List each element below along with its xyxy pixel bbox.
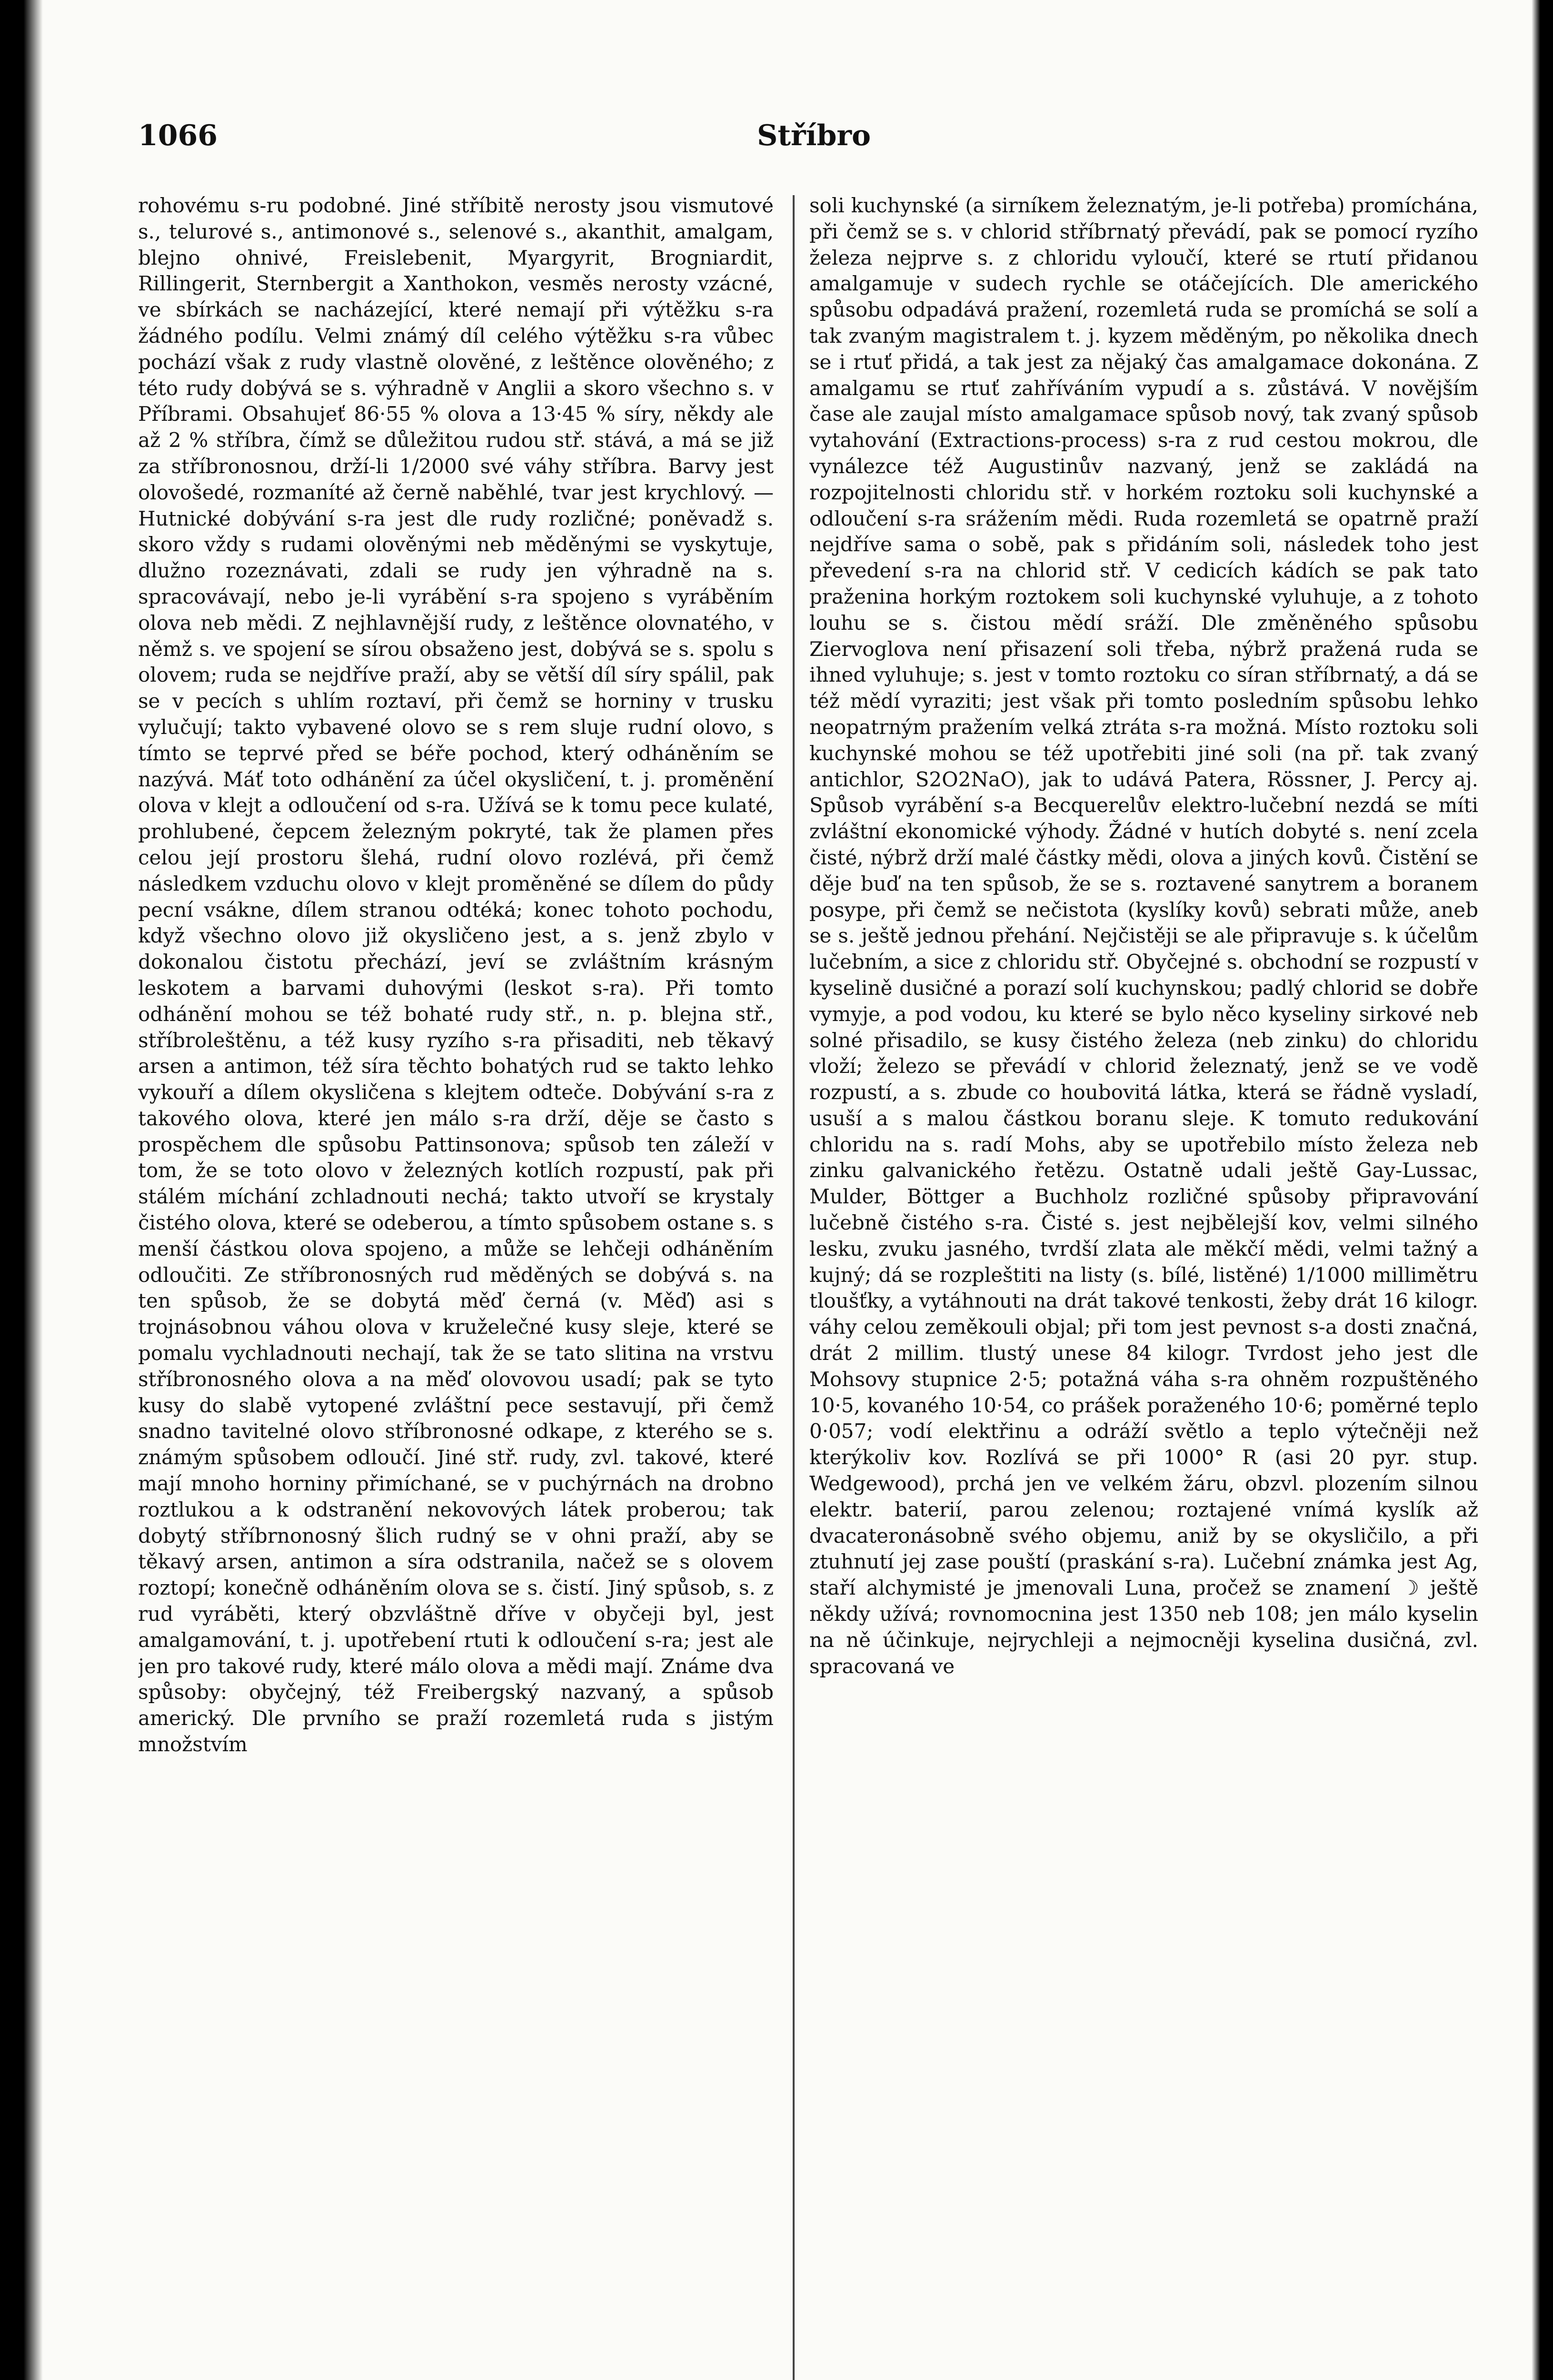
- scan-edge-right: [1532, 0, 1553, 2380]
- running-title: Stříbro: [757, 119, 871, 152]
- page-header: [138, 119, 1457, 162]
- column-divider: [793, 195, 795, 2380]
- right-column-text: soli kuchynské (a sirníkem železnatým, je-li potřeba) promíchána, při čemž se s. v chlorid stříbrnatý převádí, pak se pomocí ryzího železa nejprve s. z chloridu vyloučí, které se rtutí přidanou amalgamuje v sudech rychle se otáčejících. Dle amerického spůsobu odpadává pražení, rozemletá ruda se promíchá se solí a tak zvaným magistralem t. j. kyzem měděným, po několika dnech se i rtuť přidá, a tak jest za nějaký čas amalgamace dokonána. Z amalgamu se rtuť zahříváním vypudí a s. zůstává. V novějším čase ale zaujal místo amalgamace spůsob nový, tak zvaný spůsob vytahování (Extractions-process) s-ra z rud cestou mokrou, dle vynálezce též Augustinův nazvaný, jenž se zakládá na rozpojitelnosti chloridu stř. v horkém roztoku soli kuchynské a odloučení s-ra srážením mědi. Ruda rozemletá se opatrně praží nejdříve sama o sobě, pak s přidáním soli, následek toho jest převedení s-ra na chlorid stř. V cedicích kádích se pak tato praženina horkým roztokem soli kuchynské vyluhuje, a z tohoto louhu se s. čistou mědí sráží. Dle změněného spůsobu Ziervoglova není přisazení soli třeba, nýbrž pražená ruda se ihned vyluhuje; s. jest v tomto roztoku co síran stříbrnatý, a dá se též mědí vyraziti; jest však při tomto posledním spůsobu lehko neopatrným pražením velká ztráta s-ra možná. Místo roztoku soli kuchynské mohou se též upotřebiti jiné soli (na př. tak zvaný antichlor, S2O2NaO), jak to udává Patera, Rössner, J. Percy aj. Spůsob vyrábění s-a Becquerelův elektro-lučební nezdá se míti zvláštní ekonomické výhody. Žádné v hutích dobyté s. není zcela čisté, nýbrž drží malé částky mědi, olova a jiných kovů. Čistění se děje buď na ten spůsob, že se s. roztavené sanytrem a boranem posype, při čemž se nečistota (kyslíky kovů) sebrati může, aneb se s. ještě jednou přehání. Nejčistěji se ale připravuje s. k účelům lučebním, a sice z chloridu stř. Obyčejné s. obchodní se rozpustí v kyselině dusičné a porazí solí kuchynskou; padlý chlorid se dobře vymyje, a pod vodou, ku které se bylo něco kyseliny sirkové neb solné přisadilo, se kusy čistého železa (neb zinku) do chloridu vloží; železo se převádí v chlorid železnatý, jenž se ve vodě rozpustí, a s. zbude co houbovitá látka, která se řádně vysladí, usuší a s malou částkou boranu sleje. K tomuto redukování chloridu na s. radí Mohs, aby se upotřebilo místo železa neb zinku galvanického řetězu. Ostatně udali ještě Gay-Lussac, Mulder, Böttger a Buchholz rozličné spůsoby připravování lučebně čistého s-ra. Čisté s. jest nejbělejší kov, velmi silného lesku, zvuku jasného, tvrdší zlata ale měkčí mědi, velmi tažný a kujný; dá se rozpleštiti na listy (s. bílé, listěné) 1/1000 millimětru tloušťky, a vytáhnouti na drát takové tenkosti, žeby drát 16 kilogr. váhy celou zeměkouli objal; při tom jest pevnost s-a dosti značná, drát 2 millim. tlustý unese 84 kilogr. Tvrdost jeho jest dle Mohsovy stupnice 2·5; potažná váha s-ra ohněm rozpuštěného 10·5, kovaného 10·54, co prášek poraženého 10·6; poměrné teplo 0·057; vodí elektřinu a odráží světlo a teplo výtečněji než kterýkoliv kov. Rozlívá se při 1000° R (asi 20 pyr. stup. Wedgewood), prchá jen ve velkém žáru, obzvl. plozením silnou elektr. baterií, parou zelenou; roztajené vnímá kyslík až dvacateronásobně svého objemu, aniž by se okysličilo, a při ztuhnutí jej zase pouští (praskání s-ra). Lučební známka jest Ag, staří alchymisté je jmenovali Luna, pročež se znamení ☽ ještě někdy užívá; rovnomocnina jest 1350 neb 108; jen málo kyselin na ně účinkuje, nejrychleji a nejmocněji kyselina dusičná, zvl. spracovaná ve: [809, 194, 1478, 1678]
- text-column-right: [809, 193, 1478, 2380]
- text-column-left: [138, 193, 774, 2380]
- page-number: 1066: [138, 119, 218, 152]
- left-column-text: rohovému s-ru podobné. Jiné stříbitě nerosty jsou vismutové s., telurové s., antimonové s., selenové s., akanthit, amalgam, blejno ohnivé, Freislebenit, Myargyrit, Brogniardit, Rillingerit, Sternbergit a Xanthokon, vesměs nerosty vzácné, ve sbírkách se nacházející, které nemají při výtěžku s-ra žádného podílu. Velmi známý díl celého výtěžku s-ra vůbec pochází však z rudy vlastně olověné, z leštěnce olověného; z této rudy dobývá se s. výhradně v Anglii a skoro všechno s. v Příbrami. Obsahujeť 86·55 % olova a 13·45 % síry, někdy ale až 2 % stříbra, čímž se důležitou rudou stř. stává, a má se již za stříbronosnou, drží-li 1/2000 své váhy stříbra. Barvy jest olovošedé, rozmaníté až černě naběhlé, tvar jest krychlový. — Hutnické dobývání s-ra jest dle rudy rozličné; poněvadž s. skoro vždy s rudami olověnými neb měděnými se vyskytuje, dlužno rozeznávati, zdali se rudy jen výhradně na s. spracovávají, nebo je-li vyrábění s-ra spojeno s vyráběním olova neb mědi. Z nejhlavnější rudy, z leštěnce olovnatého, v němž s. ve spojení se sírou obsaženo jest, dobývá se s. spolu s olovem; ruda se nejdříve praží, aby se větší díl síry spálil, pak se v pecích s uhlím roztaví, při čemž se horniny v trusku vylučují; takto vybavené olovo se s rem sluje rudní olovo, s tímto se teprvé před se béře pochod, který odháněním se nazývá. Máť toto odhánění za účel okysličení, t. j. proměnění olova v klejt a odloučení od s-ra. Užívá se k tomu pece kulaté, prohlubené, čepcem železným pokryté, tak že plamen přes celou její prostoru šlehá, rudní olovo rozlévá, při čemž následkem vzduchu olovo v klejt proměněné se dílem do půdy pecní vsákne, dílem stranou odtéká; konec tohoto pochodu, když všechno olovo již okysličeno jest, a s. jenž zbylo v dokonalou čistotu přechází, jeví se zvláštním krásným leskotem a barvami duhovými (leskot s-ra). Při tomto odhánění mohou se též bohaté rudy stř., n. p. blejna stř., stříbroleštěnu, a též kusy ryzího s-ra přisaditi, neb těkavý arsen a antimon, též síra těchto bohatých rud se takto lehko vykouří a dílem okysličena s klejtem odteče. Dobývání s-ra z takového olova, které jen málo s-ra drží, děje se často s prospěchem dle spůsobu Pattinsonova; spůsob ten záleží v tom, že se toto olovo v železných kotlích rozpustí, pak při stálém míchání zchladnouti nechá; takto utvoří se krystaly čistého olova, které se odeberou, a tímto spůsobem ostane s. s menší částkou olova spojeno, a může se lehčeji odháněním odloučiti. Ze stříbronosných rud měděných se dobývá s. na ten spůsob, že se dobytá měď černá (v. Měď) asi s trojnásobnou váhou olova v kruželečné kusy sleje, které se pomalu vychladnouti nechají, tak že se tato slitina na vrstvu stříbronosného olova a na měď olovovou usadí; pak se tyto kusy do slabě vytopené zvláštní pece sestavují, při čemž snadno tavitelné olovo stříbronosné odkape, z kterého se s. známým spůsobem odloučí. Jiné stř. rudy, zvl. takové, které mají mnoho horniny přimíchané, se v puchýrnách na drobno roztlukou a k odstranění nekovových látek proberou; tak dobytý stříbrnonosný šlich rudný se v ohni praží, aby se těkavý arsen, antimon a síra odstranila, načež se s olovem roztopí; konečně odháněním olova se s. čistí. Jiný spůsob, s. z rud vyráběti, který obzvláštně dříve v obyčeji byl, jest amalgamování, t. j. upotřebení rtuti k odloučení s-ra; jest ale jen pro takové rudy, které málo olova a mědi mají. Známe dva spůsoby: obyčejný, též Freibergský nazvaný, a spůsob americký. Dle prvního se praží rozemletá ruda s jistým množstvím: [138, 194, 774, 1756]
- scan-edge-left: [0, 0, 43, 2380]
